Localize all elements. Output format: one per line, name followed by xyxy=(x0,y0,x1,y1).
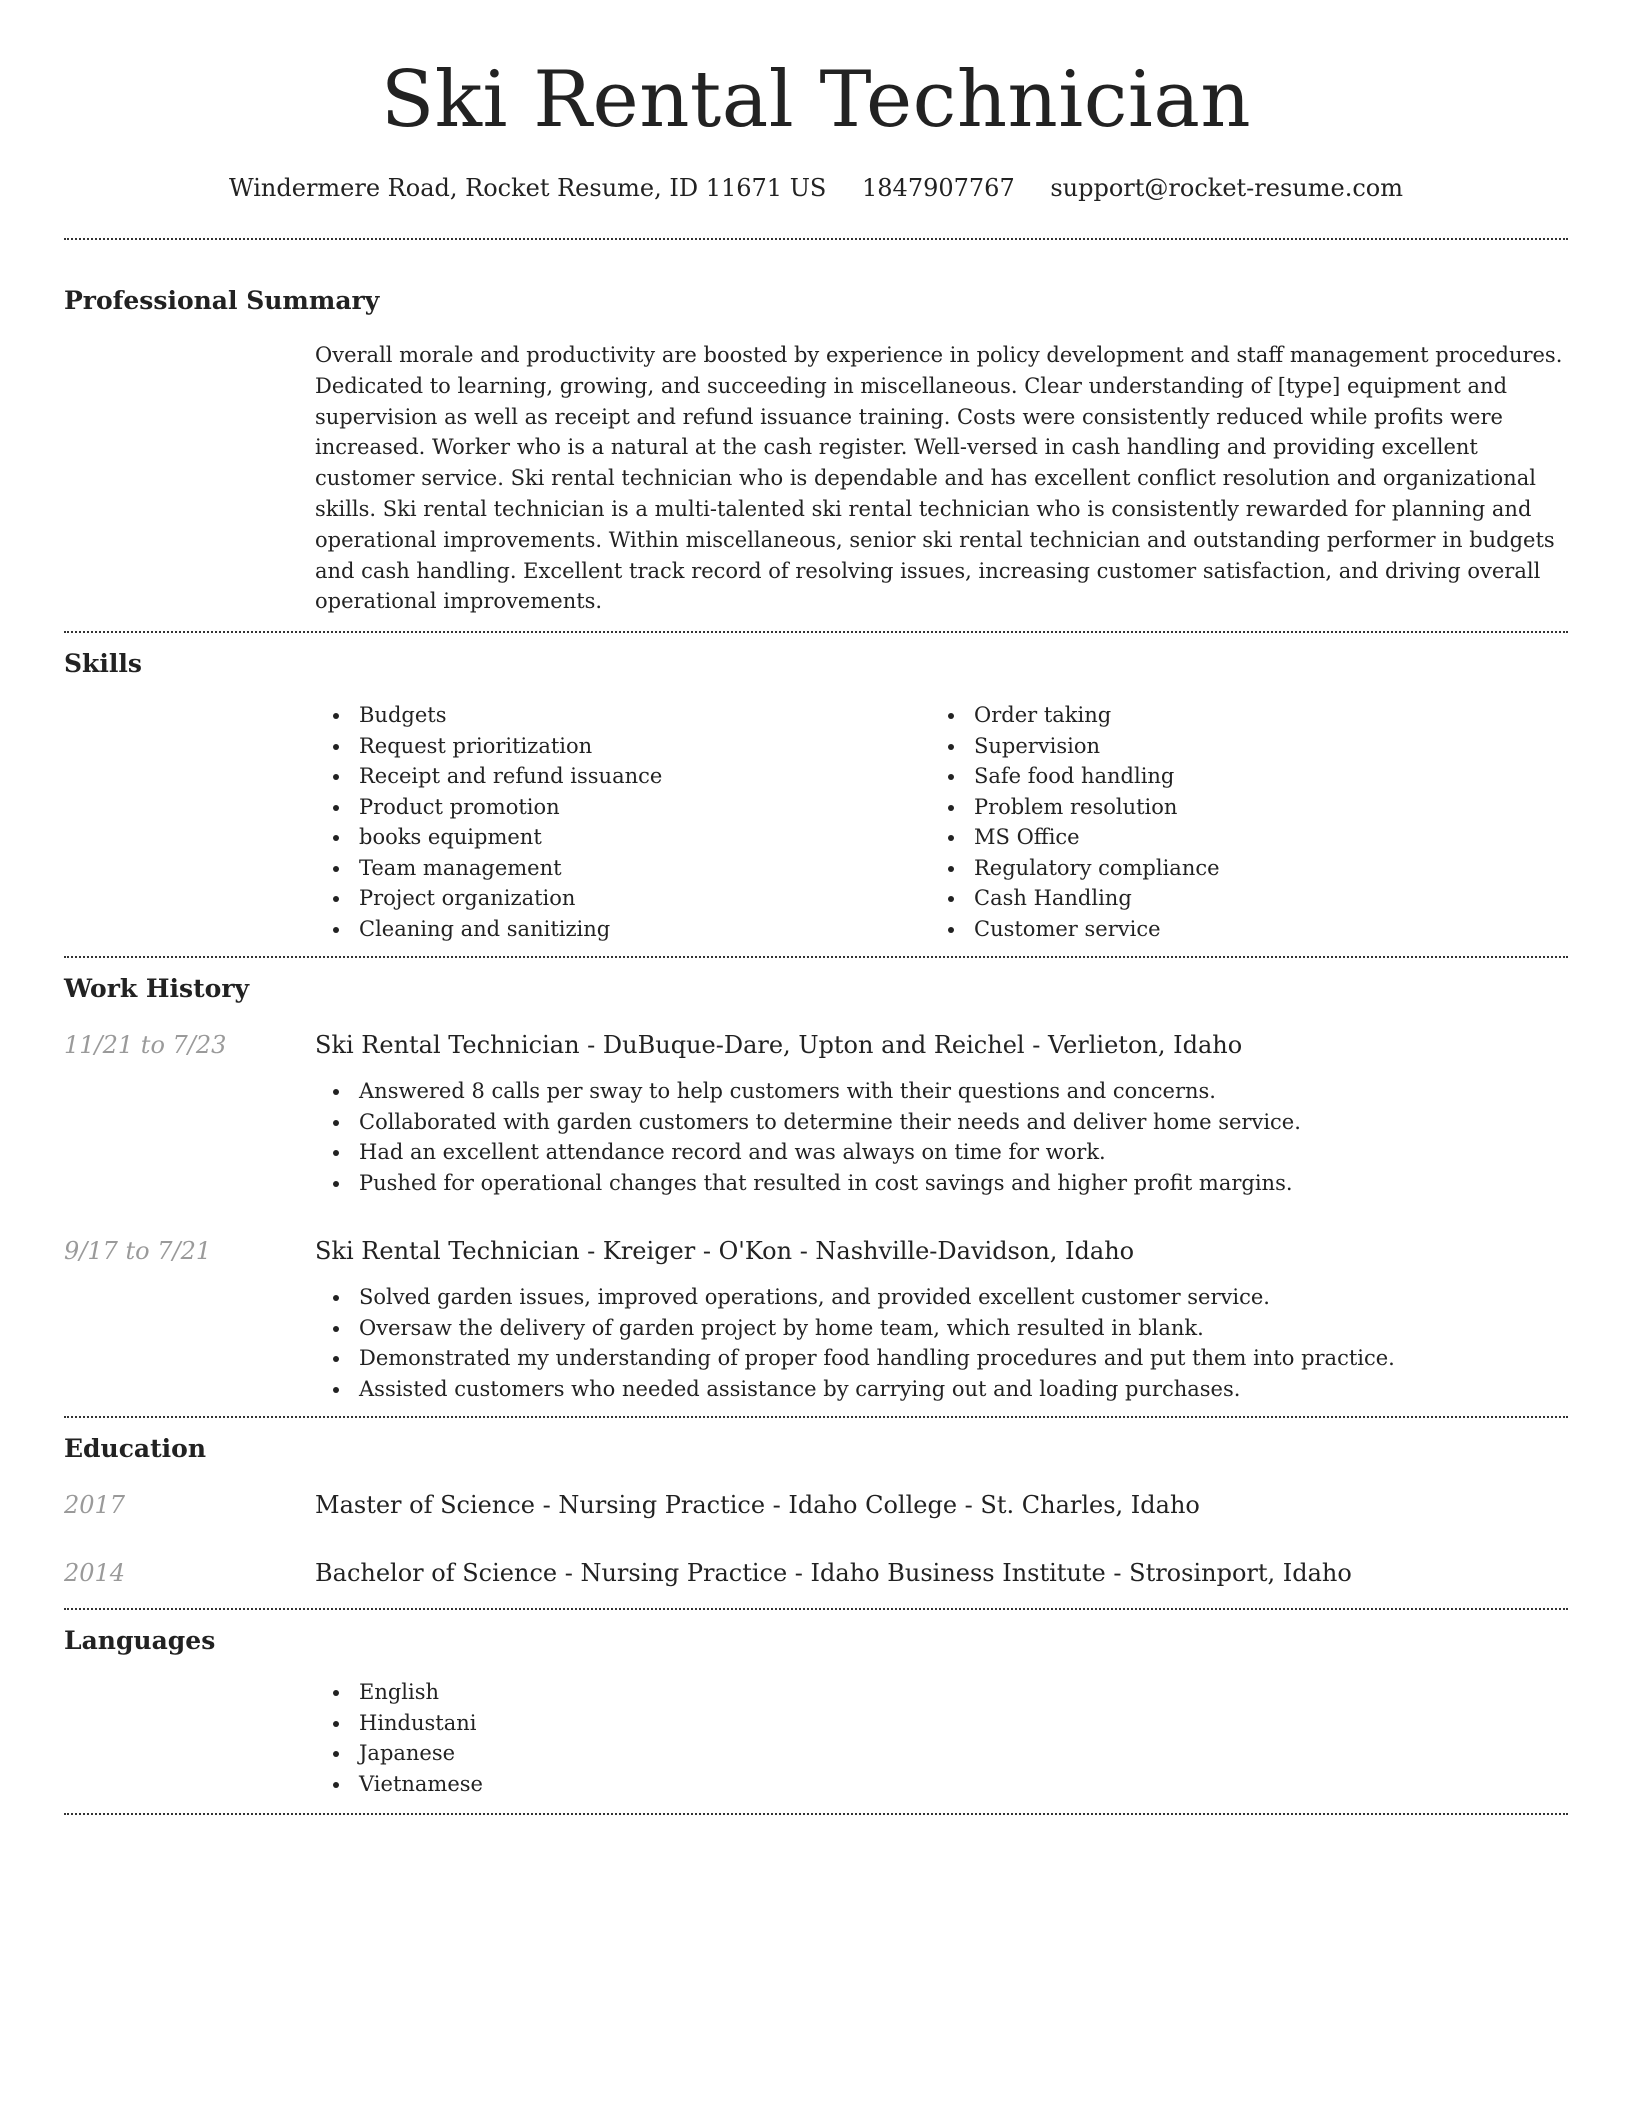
skills-list-left xyxy=(315,700,930,944)
contact-line xyxy=(64,170,1568,206)
skill-item: Project organization xyxy=(315,883,930,914)
education-entry xyxy=(64,1556,1568,1608)
job-details xyxy=(315,1028,1568,1198)
education-year: 2014 xyxy=(64,1559,126,1588)
work-section xyxy=(64,972,1568,1416)
contact-phone: 1847907767 xyxy=(862,174,1015,202)
language-item: Hindustani xyxy=(315,1708,1568,1739)
job-bullet: Answered 8 calls per sway to help customers with their questions and concerns. xyxy=(315,1076,1568,1107)
summary-text: Overall morale and productivity are boosted by experience in policy development and staff management procedures. Dedicated to learning, growing, and succeeding in miscellaneous. Clear understanding of [type] equipment and supervision as well as receipt and refund issuance training. Costs were consistently reduced while profits were increased. Worker who is a natural at the cash register. Well-versed in cash handling and providing excellent customer service. Ski rental technician who is dependable and has excellent conflict resolution and organizational skills. Ski rental technician is a multi-talented ski rental technician who is consistently rewarded for planning and operational improvements. Within miscellaneous, senior ski rental technician and outstanding performer in budgets and cash handling. Excellent track record of resolving issues, increasing customer satisfaction, and driving overall operational improvements. xyxy=(315,343,1563,614)
job-bullet: Oversaw the delivery of garden project by home team, which resulted in blank. xyxy=(315,1313,1568,1344)
job-bullet: Assisted customers who needed assistance by carrying out and loading purchases. xyxy=(315,1374,1568,1405)
education-entry xyxy=(64,1488,1568,1522)
language-item: English xyxy=(315,1677,1568,1708)
job-bullet: Solved garden issues, improved operations, and provided excellent customer service. xyxy=(315,1282,1568,1313)
contact-email: support@rocket-resume.com xyxy=(1050,174,1403,202)
skill-item: MS Office xyxy=(930,822,1545,853)
job-bullet: Pushed for operational changes that resulted in cost savings and higher profit margins. xyxy=(315,1168,1568,1199)
section-divider xyxy=(64,1608,1568,1610)
languages-heading: Languages xyxy=(64,1626,216,1656)
skill-item: Product promotion xyxy=(315,792,930,823)
job-heading: Ski Rental Technician - DuBuque-Dare, Upton and Reichel - Verlieton, Idaho xyxy=(315,1031,1243,1060)
contact-address: Windermere Road, Rocket Resume, ID 11671 US xyxy=(229,174,827,202)
job-dates: 11/21 to 7/23 xyxy=(64,1031,227,1060)
section-divider xyxy=(64,238,1568,240)
job-bullet: Had an excellent attendance record and was always on time for work. xyxy=(315,1137,1568,1168)
skill-item: Order taking xyxy=(930,700,1545,731)
language-item: Japanese xyxy=(315,1738,1568,1769)
resume-page xyxy=(64,0,1568,1815)
job-bullets xyxy=(315,1282,1568,1416)
skills-heading: Skills xyxy=(64,649,142,679)
skill-item: Team management xyxy=(315,853,930,884)
education-section xyxy=(64,1432,1568,1608)
job-bullets xyxy=(315,1076,1568,1198)
skill-item: Regulatory compliance xyxy=(930,853,1545,884)
job-bullet: Demonstrated my understanding of proper food handling procedures and put them into practice. xyxy=(315,1343,1568,1374)
education-degree: Master of Science - Nursing Practice - Idaho College - St. Charles, Idaho xyxy=(315,1491,1200,1520)
work-heading: Work History xyxy=(64,974,250,1004)
skill-item: Supervision xyxy=(930,731,1545,762)
summary-section xyxy=(64,284,1568,631)
skill-item: Cash Handling xyxy=(930,883,1545,914)
job-dates: 9/17 to 7/21 xyxy=(64,1237,212,1266)
skill-item: books equipment xyxy=(315,822,930,853)
education-year: 2017 xyxy=(64,1491,126,1520)
skills-list-right xyxy=(930,700,1545,944)
section-divider xyxy=(64,631,1568,633)
skill-item: Safe food handling xyxy=(930,761,1545,792)
language-item: Vietnamese xyxy=(315,1769,1568,1800)
section-divider xyxy=(64,956,1568,958)
section-divider xyxy=(64,1416,1568,1418)
skills-section xyxy=(64,647,1568,956)
job-bullet: Collaborated with garden customers to determine their needs and deliver home service. xyxy=(315,1107,1568,1138)
languages-list xyxy=(315,1677,1568,1813)
skill-item: Budgets xyxy=(315,700,930,731)
job-entry xyxy=(64,1028,1568,1198)
education-degree: Bachelor of Science - Nursing Practice - Idaho Business Institute - Strosinport, Idaho xyxy=(315,1559,1352,1588)
education-heading: Education xyxy=(64,1434,207,1464)
languages-section xyxy=(64,1624,1568,1813)
skill-item: Request prioritization xyxy=(315,731,930,762)
skill-item: Problem resolution xyxy=(930,792,1545,823)
resume-name: Ski Rental Technician xyxy=(380,55,1252,145)
skills-columns xyxy=(315,700,1568,956)
skill-item: Receipt and refund issuance xyxy=(315,761,930,792)
summary-heading: Professional Summary xyxy=(64,286,380,315)
job-details xyxy=(315,1234,1568,1416)
job-heading: Ski Rental Technician - Kreiger - O'Kon - Nashville-Davidson, Idaho xyxy=(315,1237,1135,1266)
skill-item: Cleaning and sanitizing xyxy=(315,914,930,945)
skill-item: Customer service xyxy=(930,914,1545,945)
job-entry xyxy=(64,1234,1568,1416)
section-divider xyxy=(64,1813,1568,1815)
